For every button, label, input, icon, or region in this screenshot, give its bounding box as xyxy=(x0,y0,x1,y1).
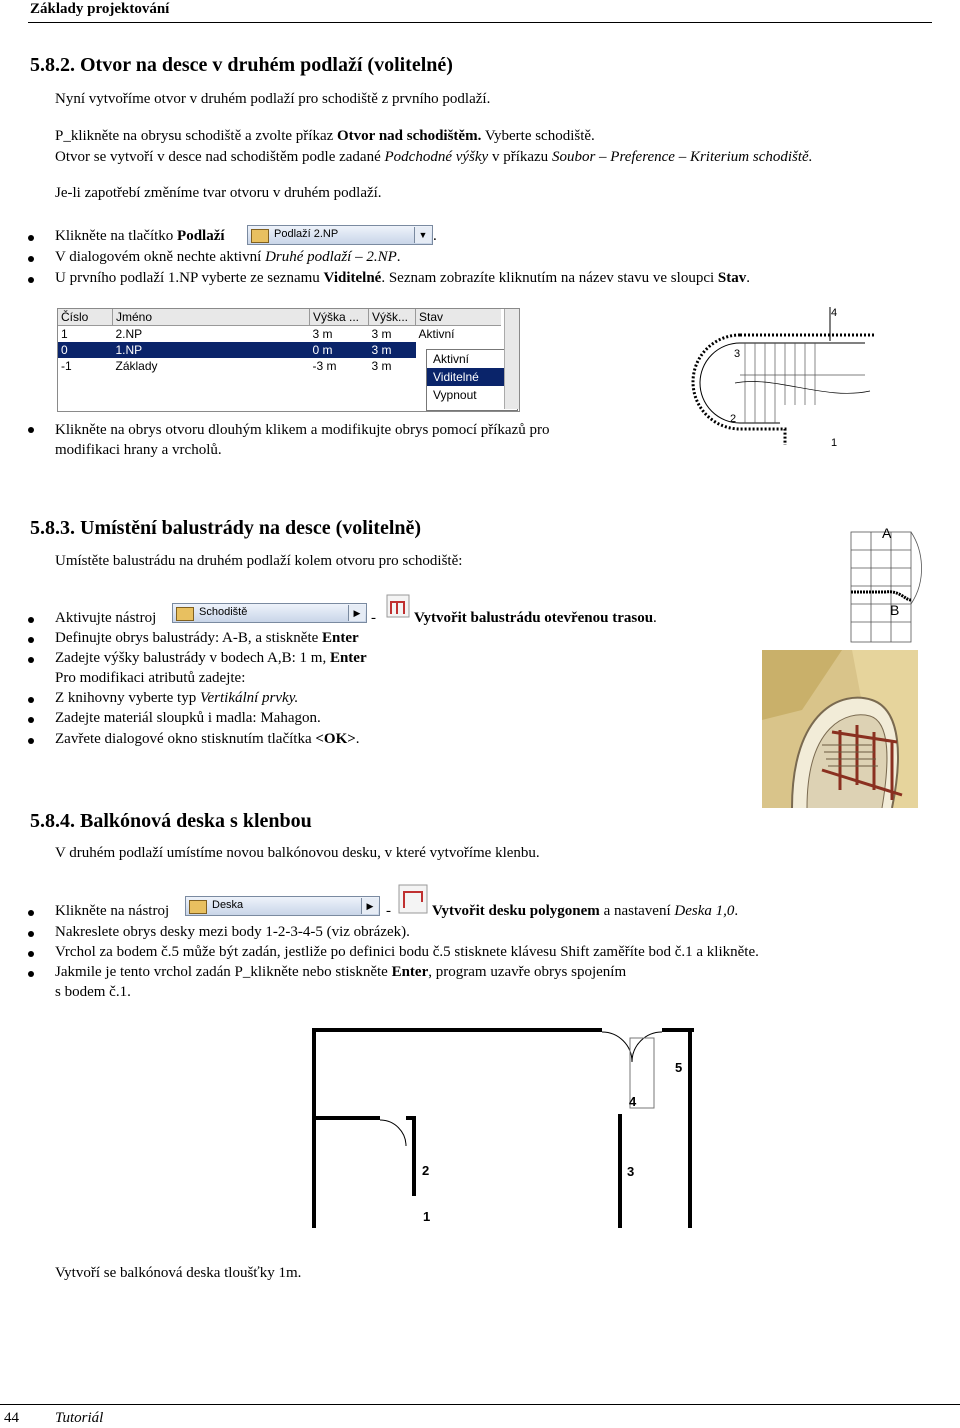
table-row[interactable] xyxy=(58,326,501,343)
para-583-1: Pro modifikaci atributů zadejte: xyxy=(55,670,246,686)
bullet-583-1c: Vytvořit balustrádu otevřenou trasou. xyxy=(414,610,657,626)
slab-icon xyxy=(189,900,207,914)
point-label: 3 xyxy=(627,1164,635,1179)
bullet-584-2: Nakreslete obrys desky mezi body 1-2-3-4-5 (viz obrázek). xyxy=(55,924,410,940)
floor-table xyxy=(57,308,520,412)
bullet-584-4-cont: s bodem č.1. xyxy=(55,984,131,1000)
bullet-584-1c: Vytvořit desku polygonem a nastavení Deska 1,0. xyxy=(432,903,739,919)
chevron-right-icon: ▶ xyxy=(361,898,378,914)
intro-584: V druhém podlaží umístíme novou balkónovou desku, v které vytvoříme klenbu. xyxy=(55,845,540,861)
balustrade-open-icon[interactable] xyxy=(386,594,410,618)
section-heading-584: 5.8.4. Balkónová deska s klenbou xyxy=(30,810,312,832)
point-label-b: B xyxy=(890,602,900,618)
slab-tool-button[interactable] xyxy=(185,896,380,916)
staircase-tool-button[interactable] xyxy=(172,603,367,623)
header-rule xyxy=(28,22,932,23)
bullet-582-4: Klikněte na obrys otvoru dlouhým klikem a modifikujte obrys pomocí příkazů pro modifikaci hrany a vrcholů. xyxy=(55,422,550,458)
point-label: 3 xyxy=(734,348,741,360)
bullet xyxy=(28,910,34,916)
cell: 0 xyxy=(61,343,68,357)
bullet xyxy=(28,657,34,663)
footer-rule xyxy=(0,1404,960,1405)
bullet-583-2: Definujte obrys balustrády: A-B, a stiskněte Enter xyxy=(55,630,359,646)
col-header[interactable]: Číslo xyxy=(58,309,113,326)
slab-polygon-icon[interactable] xyxy=(398,884,428,914)
bullet-583-3: Zadejte výšky balustrády v bodech A,B: 1 m, Enter xyxy=(55,650,367,666)
col-header[interactable]: Jméno xyxy=(113,309,310,326)
balcony-floor-plan xyxy=(312,1028,694,1228)
bullet xyxy=(28,971,34,977)
floor-select-button[interactable] xyxy=(247,225,433,245)
balustrade-plan xyxy=(845,520,953,646)
bullet-584-3: Vrchol za bodem č.5 může být zadán, jestliže po definici bodu č.5 stisknete klávesu Shift zaměříte bod č.1 a klikněte. xyxy=(55,944,759,960)
staircase-button-label: Schodiště xyxy=(199,606,248,618)
section-heading-583: 5.8.3. Umístění balustrády na desce (volitelně) xyxy=(30,517,422,539)
bullet xyxy=(28,427,34,433)
slab-button-label: Deska xyxy=(212,899,244,911)
cell: 2.NP xyxy=(115,327,143,341)
chevron-right-icon: ▶ xyxy=(348,605,365,621)
point-label: 5 xyxy=(675,1060,683,1075)
menu-item-off[interactable]: Vypnout xyxy=(433,388,477,402)
cell: 3 m xyxy=(371,343,392,357)
running-header: Základy projektování xyxy=(30,1,170,17)
bullet xyxy=(28,277,34,283)
bullet xyxy=(28,931,34,937)
col-header[interactable]: Výšk... xyxy=(369,309,416,326)
col-header[interactable]: Stav xyxy=(419,310,444,324)
footer-label: Tutoriál xyxy=(55,1410,104,1426)
bullet-583-4: Z knihovny vyberte typ Vertikální prvky. xyxy=(55,690,299,706)
cell: Aktivní xyxy=(418,327,455,341)
section-heading-582: 5.8.2. Otvor na desce v druhém podlaží (volitelné) xyxy=(30,54,453,76)
cell: 1.NP xyxy=(115,343,143,357)
point-label-a: A xyxy=(882,525,892,541)
cell: 0 m xyxy=(312,343,333,357)
point-label: 4 xyxy=(629,1094,637,1109)
floor-button-label: Podlaží 2.NP xyxy=(274,228,339,240)
bullet-584-4: Jakmile je tento vrchol zadán P_klikněte nebo stiskněte Enter, program uzavře obrys spojením xyxy=(55,964,627,980)
bullet-582-2: V dialogovém okně nechte aktivní Druhé podlaží – 2.NP. xyxy=(55,249,401,265)
outro-584: Vytvoří se balkónová deska tloušťky 1m. xyxy=(55,1265,302,1281)
cell: 3 m xyxy=(371,359,392,373)
bullet xyxy=(28,256,34,262)
menu-item-active[interactable]: Aktivní xyxy=(433,352,470,366)
point-label: 1 xyxy=(831,437,838,449)
bullet xyxy=(28,697,34,703)
chevron-down-icon: ▼ xyxy=(414,227,431,243)
floor-icon xyxy=(251,229,269,243)
point-label: 2 xyxy=(730,413,737,425)
para-582-2: Otvor se vytvoří v desce nad schodištěm podle zadané Podchodné výšky v příkazu Soubor – Preference – Kriterium schodiště. xyxy=(55,149,813,165)
scrollbar[interactable] xyxy=(504,309,519,409)
cell: Základy xyxy=(115,359,158,373)
cell: 1 xyxy=(61,327,68,341)
bullet-583-5: Zadejte materiál sloupků i madla: Mahagon. xyxy=(55,710,321,726)
dash: - xyxy=(386,903,391,919)
cell: -3 m xyxy=(312,359,337,373)
bullet-582-1: Klikněte na tlačítko Podlaží xyxy=(55,228,225,244)
stair-opening-plan xyxy=(685,305,875,457)
bullet xyxy=(28,617,34,623)
para-582-1: P_klikněte na obrysu schodiště a zvolte příkaz Otvor nad schodištěm. Vyberte schodiště. xyxy=(55,128,595,144)
col-header[interactable]: Výška ... xyxy=(310,309,369,326)
menu-item-visible[interactable]: Viditelné xyxy=(427,368,517,386)
cell: 3 m xyxy=(312,327,333,341)
bullet-582-3: U prvního podlaží 1.NP vyberte ze seznamu Viditelné. Seznam zobrazíte kliknutím na název stavu ve sloupci Stav. xyxy=(55,270,750,286)
bullet-584-1a: Klikněte na nástroj xyxy=(55,903,170,919)
staircase-icon xyxy=(176,607,194,621)
intro-582: Nyní vytvoříme otvor v druhém podlaží pro schodiště z prvního podlaží. xyxy=(55,91,491,107)
point-label: 1 xyxy=(423,1209,431,1224)
intro-583: Umístěte balustrádu na druhém podlaží kolem otvoru pro schodiště: xyxy=(55,553,463,569)
point-label: 2 xyxy=(422,1163,430,1178)
page-number: 44 xyxy=(4,1410,19,1426)
bullet-583-6: Zavřete dialogové okno stisknutím tlačítka <OK>. xyxy=(55,731,360,747)
bullet xyxy=(28,637,34,643)
dash: - xyxy=(371,610,376,626)
bullet xyxy=(28,951,34,957)
bullet-583-1a: Aktivujte nástroj xyxy=(55,610,157,626)
bullet-582-1-end: . xyxy=(433,228,437,244)
bullet xyxy=(28,717,34,723)
balustrade-3d-render xyxy=(762,650,918,808)
para-582-3: Je-li zapotřebí změníme tvar otvoru v druhém podlaží. xyxy=(55,185,382,201)
bullet xyxy=(28,738,34,744)
cell: 3 m xyxy=(371,327,392,341)
point-label: 4 xyxy=(831,307,838,319)
cell: -1 xyxy=(61,359,72,373)
bullet xyxy=(28,235,34,241)
